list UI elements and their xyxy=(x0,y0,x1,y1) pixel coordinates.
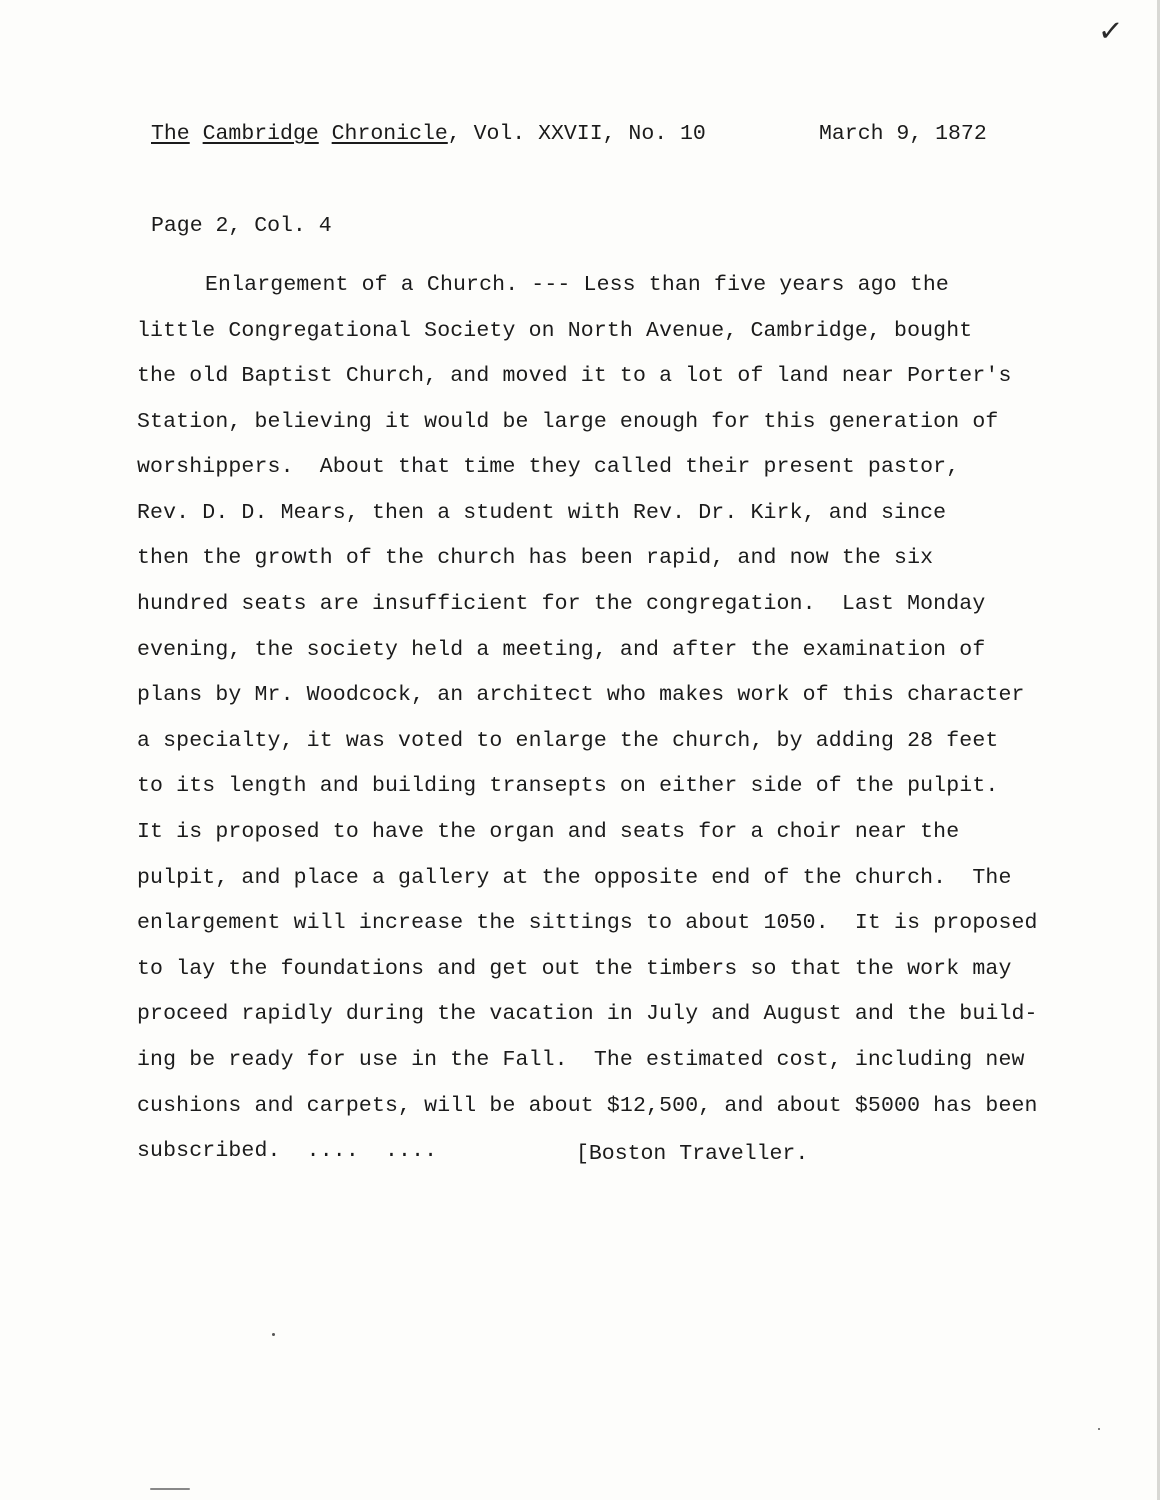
paper-speck xyxy=(1098,1428,1100,1430)
article-line: Enlargement of a Church. --- Less than five years ago the xyxy=(205,273,949,297)
article-line: hundred seats are insufficient for the congregation. Last Monday xyxy=(137,592,986,616)
article-line: cushions and carpets, will be about $12,500, and about $5000 has been xyxy=(137,1094,1038,1118)
newspaper-title-word: Chronicle xyxy=(331,122,448,146)
article-line: It is proposed to have the organ and seats for a choir near the xyxy=(137,820,960,844)
source-attribution: [Boston Traveller. xyxy=(576,1142,809,1166)
article-line: ing be ready for use in the Fall. The estimated cost, including new xyxy=(137,1048,1025,1072)
article-line: pulpit, and place a gallery at the opposite end of the church. The xyxy=(137,866,1012,890)
article-line: worshippers. About that time they called their present pastor, xyxy=(137,455,960,479)
check-mark-icon: ✓ xyxy=(1096,13,1125,50)
article-line: then the growth of the church has been rapid, and now the six xyxy=(137,546,934,570)
article-line: enlargement will increase the sittings to about 1050. It is proposed xyxy=(137,911,1038,935)
article-line: plans by Mr. Woodcock, an architect who makes work of this character xyxy=(137,683,1025,707)
article-line: little Congregational Society on North Avenue, Cambridge, bought xyxy=(137,319,973,343)
article-line: proceed rapidly during the vacation in July and August and the build- xyxy=(137,1002,1038,1026)
article-line: Station, believing it would be large enough for this generation of xyxy=(137,410,999,434)
article-line: to lay the foundations and get out the timbers so that the work may xyxy=(137,957,1012,981)
article-line: the old Baptist Church, and moved it to a lot of land near Porter's xyxy=(137,364,1012,388)
newspaper-title-word: Cambridge xyxy=(202,122,319,146)
volume-number: , Vol. XXVII, No. 10 xyxy=(447,122,706,146)
page-column-reference: Page 2, Col. 4 xyxy=(151,214,332,238)
article-line: Rev. D. D. Mears, then a student with Rev. Dr. Kirk, and since xyxy=(137,501,947,525)
publication-date: March 9, 1872 xyxy=(819,122,987,146)
article-line: evening, the society held a meeting, and after the examination of xyxy=(137,638,986,662)
article-line: a specialty, it was voted to enlarge the church, by adding 28 feet xyxy=(137,729,999,753)
newspaper-title-word: The xyxy=(151,122,190,146)
article-line: to its length and building transepts on either side of the pulpit. xyxy=(137,774,999,798)
article-line: subscribed. .... .... xyxy=(137,1139,438,1163)
paper-edge-mark xyxy=(150,1488,190,1490)
paper-speck xyxy=(272,1333,275,1336)
